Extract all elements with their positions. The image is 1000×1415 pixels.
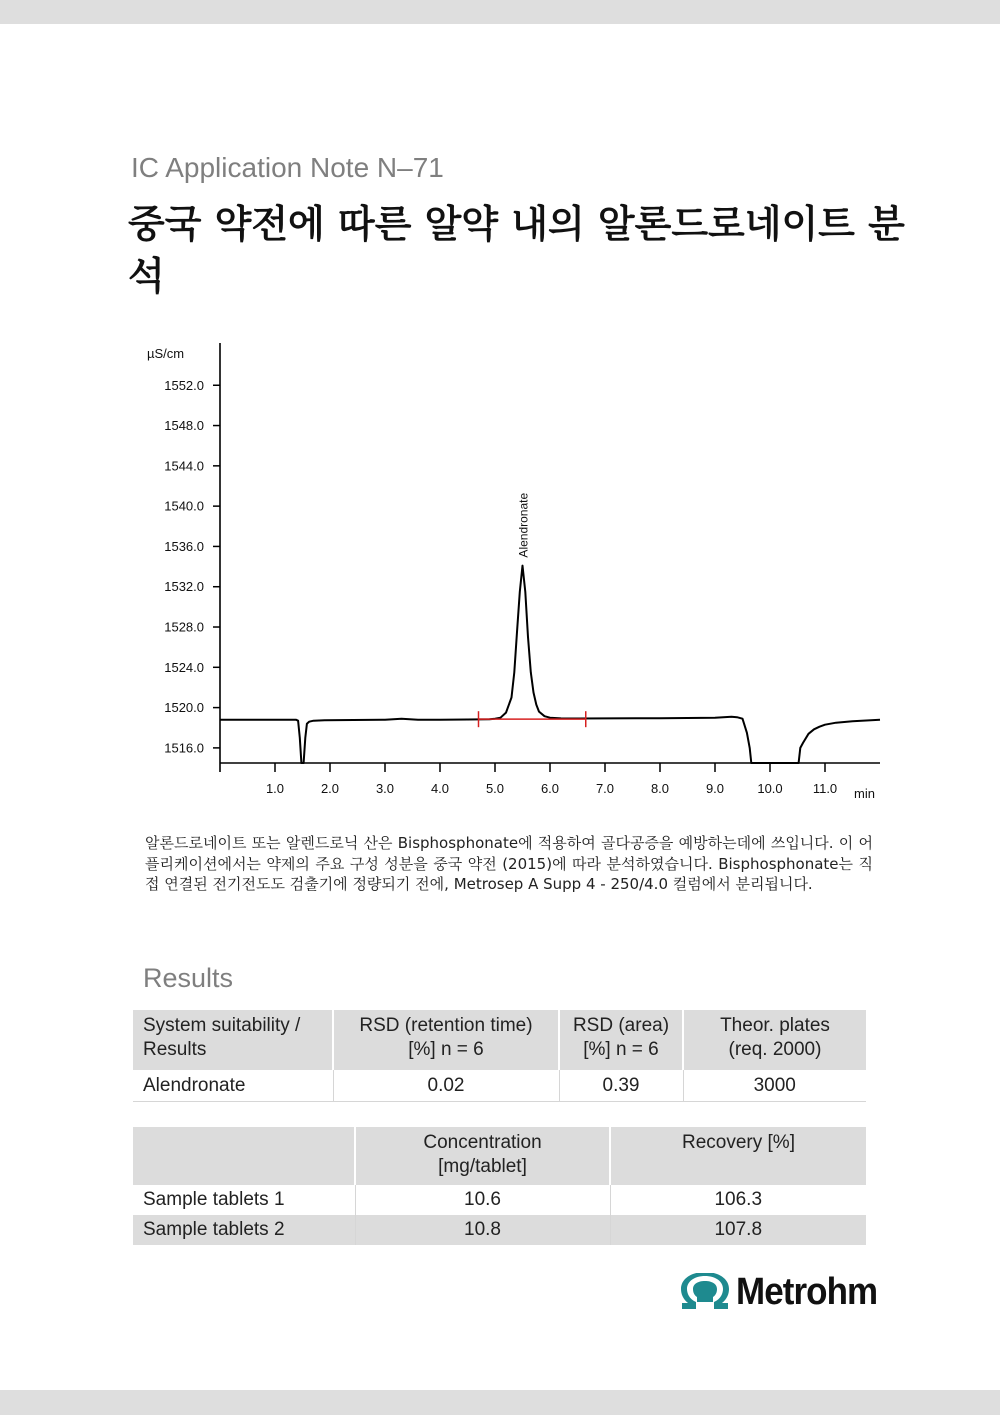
bottom-band bbox=[0, 1390, 1000, 1415]
table-cell: Alendronate bbox=[133, 1070, 333, 1102]
peak-label: Alendronate bbox=[516, 492, 531, 558]
y-tick-label: 1552.0 bbox=[164, 377, 204, 393]
table-cell: 0.39 bbox=[559, 1070, 683, 1102]
signal-trace bbox=[220, 566, 880, 763]
table-row bbox=[133, 1070, 866, 1102]
y-tick-label: 1544.0 bbox=[164, 458, 204, 474]
table-cell: 3000 bbox=[683, 1070, 866, 1102]
application-note-number: IC Application Note N–71 bbox=[131, 152, 444, 183]
table-cell: 0.02 bbox=[333, 1070, 559, 1102]
header-cell: RSD (retention time) [%] n = 6 bbox=[333, 1010, 559, 1070]
table-header-row bbox=[133, 1010, 866, 1070]
x-tick-label: 5.0 bbox=[485, 781, 505, 796]
table-cell: 107.8 bbox=[610, 1215, 866, 1245]
omega-logo-icon bbox=[680, 1273, 730, 1311]
system-suitability-table bbox=[133, 1010, 866, 1102]
logo-wordmark: Metrohm bbox=[736, 1270, 878, 1313]
table-header-row bbox=[133, 1127, 866, 1185]
table-cell: 10.6 bbox=[355, 1185, 610, 1215]
y-tick-label: 1516.0 bbox=[164, 740, 204, 756]
header-cell: Theor. plates (req. 2000) bbox=[683, 1010, 866, 1070]
x-tick-label: 9.0 bbox=[705, 781, 725, 796]
top-band bbox=[0, 0, 1000, 24]
y-tick-label: 1540.0 bbox=[164, 498, 204, 514]
table-cell: Sample tablets 1 bbox=[143, 1189, 285, 1210]
y-tick-label: 1536.0 bbox=[164, 538, 204, 554]
header-cell: Concentration [mg/tablet] bbox=[355, 1127, 610, 1185]
y-tick-label: 1520.0 bbox=[164, 700, 204, 716]
x-tick-label: 8.0 bbox=[650, 781, 670, 796]
table-row bbox=[133, 1215, 866, 1245]
y-axis-label: µS/cm bbox=[147, 346, 185, 361]
header-cell: RSD (area) [%] n = 6 bbox=[559, 1010, 683, 1070]
y-tick-label: 1532.0 bbox=[164, 579, 204, 595]
table-cell: Sample tablets 2 bbox=[133, 1215, 355, 1245]
x-axis-label: min bbox=[854, 786, 875, 801]
x-tick-label: 11.0 bbox=[812, 781, 838, 796]
table-cell: 10.8 bbox=[355, 1215, 610, 1245]
x-tick-label: 7.0 bbox=[595, 781, 615, 796]
y-tick-label: 1528.0 bbox=[164, 619, 204, 635]
page-title: 중국 약전에 따른 알약 내의 알론드로네이트 분석 bbox=[128, 202, 905, 298]
results-heading: Results bbox=[143, 963, 234, 993]
recovery-table bbox=[133, 1127, 866, 1245]
x-tick-label: 6.0 bbox=[540, 781, 560, 796]
x-tick-label: 10.0 bbox=[757, 781, 783, 796]
x-tick-label: 3.0 bbox=[375, 781, 395, 796]
header-cell bbox=[133, 1127, 355, 1185]
x-tick-label: 4.0 bbox=[430, 781, 450, 796]
header-cell: Recovery [%] bbox=[610, 1127, 866, 1185]
y-tick-label: 1548.0 bbox=[164, 418, 204, 434]
table-row bbox=[133, 1185, 866, 1215]
metrohm-logo bbox=[680, 1270, 889, 1314]
x-tick-label: 2.0 bbox=[320, 781, 340, 796]
x-tick-label: 1.0 bbox=[265, 781, 285, 796]
header-cell: System suitability / Results bbox=[133, 1010, 333, 1070]
table-cell: 106.3 bbox=[610, 1185, 866, 1215]
chromatogram-chart bbox=[130, 335, 890, 810]
y-tick-label: 1524.0 bbox=[164, 659, 204, 675]
description-paragraph: 알론드로네이트 또는 알렌드로닉 산은 Bisphosphonate에 적용하여 골다공증을 예방하는데에 쓰입니다. 이 어플리케이션에서는 약제의 주요 구성 성분을 중국 약전 (2015)에 따라 분석하였습니다. Bisphosphonate는 직접 연결된 전기전도도 검출기에 정량되기 전에, Metrosep A Supp 4 - 250/4.0 컬럼에서 분리됩니다. bbox=[145, 834, 873, 893]
